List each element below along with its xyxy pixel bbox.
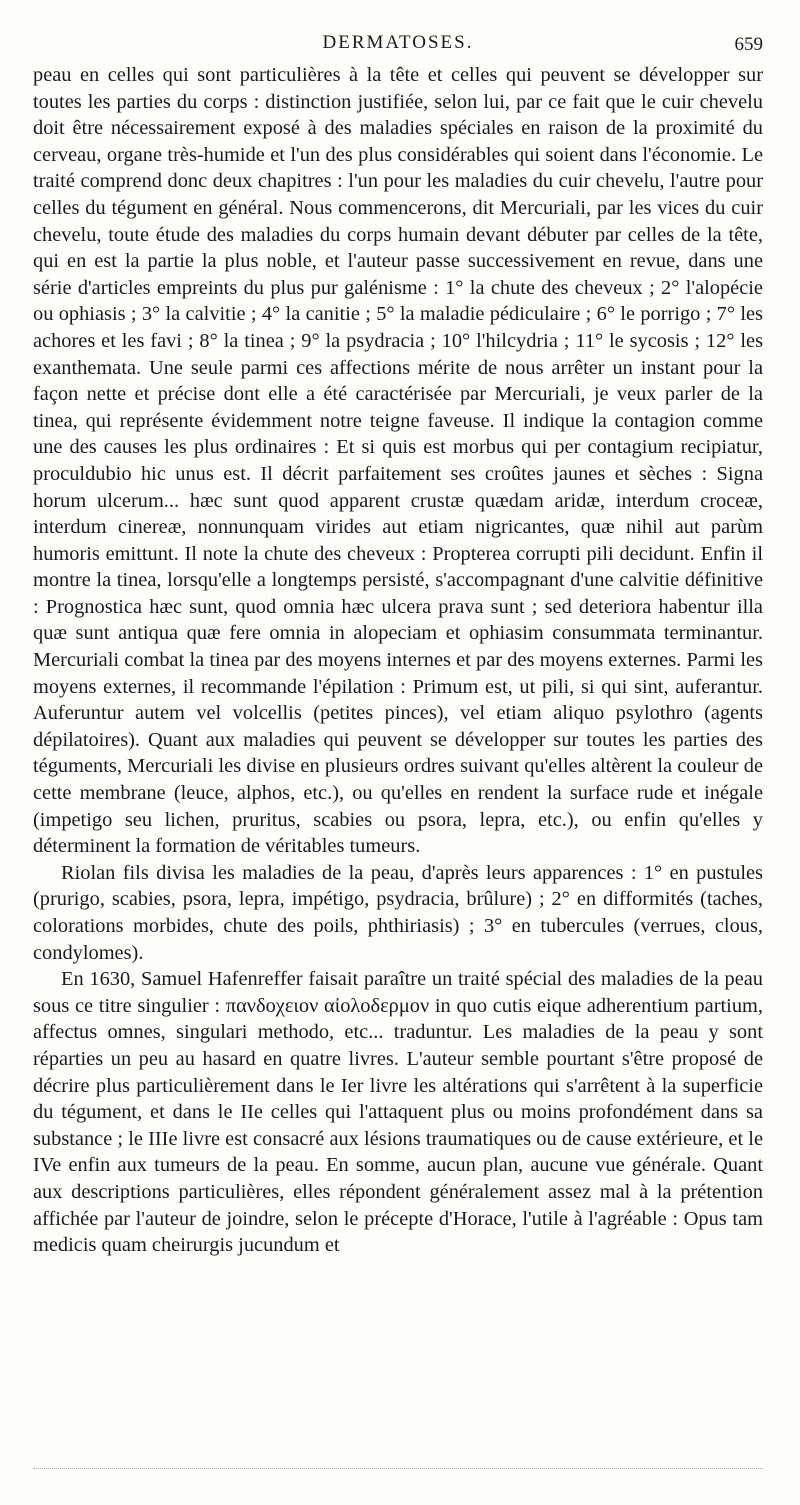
- footer-line: [33, 1468, 763, 1469]
- paragraph-1: peau en celles qui sont particulières à la tête et celles qui peuvent se développer sur toutes les parties du corps : distinction justifiée, selon lui, par ce fait que le cuir chevelu doit être nécessairement exposé à des maladies spéciales en raison de la proximité du cerveau, organe très-humide et l'un des plus considérables qui soient dans l'économie. Le traité comprend donc deux chapitres : l'un pour les maladies du cuir chevelu, l'autre pour celles du tégument en général. Nous commencerons, dit Mercuriali, par les vices du cuir chevelu, toute étude des maladies du corps humain devant débuter par celles de la tête, qui en est la partie la plus noble, et l'auteur passe successivement en revue, dans une série d'articles empreints du plus pur galénisme : 1° la chute des cheveux ; 2° l'alopécie ou ophiasis ; 3° la calvitie ; 4° la canitie ; 5° la maladie pédiculaire ; 6° le porrigo ; 7° les achores et les favi ; 8° la tinea ; 9° la psydracia ; 10° l'hilcydria ; 11° le sycosis ; 12° les exanthemata. Une seule parmi ces affections mérite de nous arrêter un instant pour la façon nette et précise dont elle a été caractérisée par Mercuriali, je veux parler de la tinea, qui représente évidemment notre teigne faveuse. Il indique la contagion comme une des causes les plus ordinaires : Et si quis est morbus qui per contagium recipiatur, proculdubio hic unus est. Il décrit parfaitement ses croûtes jaunes et sèches : Signa horum ulcerum... hæc sunt quod apparent crustæ quædam aridæ, interdum croceæ, interdum cinereæ, nonnunquam virides aut etiam nigricantes, quæ nihil aut parùm humoris emittunt. Il note la chute des cheveux : Propterea corrupti pili decidunt. Enfin il montre la tinea, lorsqu'elle a longtemps persisté, s'accompagnant d'une calvitie définitive : Prognostica hæc sunt, quod omnia hæc ulcera prava sunt ; sed deteriora habentur illa quæ sunt antiqua quæ fere omnia in alopeciam et ophiasim consummata terminantur. Mercuriali combat la tinea par des moyens internes et par des moyens externes. Parmi les moyens externes, il recommande l'épilation : Primum est, ut pili, si qui sint, auferantur. Auferuntur autem vel volcellis (petites pinces), vel etiam aliquo psylothro (agents dépilatoires). Quant aux maladies qui peuvent se développer sur toutes les parties des téguments, Mercuriali les divise en plusieurs ordres suivant qu'elles altèrent la couleur de cette membrane (leuce, alphos, etc.), ou qu'elles en rendent la surface rude et inégale (impetigo seu lichen, pruritus, scabies ou psora, lepra, etc.), ou enfin qu'elles y déterminent la formation de véritables tumeurs.: [33, 64, 763, 858]
- paragraph-2: Riolan fils divisa les maladies de la peau, d'après leurs apparences : 1° en pustules (prurigo, scabies, psora, lepra, impétigo, psydracia, brûlure) ; 2° en difformités (taches, colorations morbides, chute des poils, phthiriasis) ; 3° en tubercules (verrues, clous, condylomes).: [33, 861, 763, 964]
- book-page: [33, 26, 763, 1259]
- running-title: DERMATOSES.: [322, 32, 474, 53]
- page-header: [33, 26, 763, 62]
- body-text: [33, 62, 763, 1259]
- page-number: 659: [734, 34, 763, 55]
- paragraph-3: En 1630, Samuel Hafenreffer faisait paraître un traité spécial des maladies de la peau sous ce titre singulier : πανδοχειον αἰολοδερμον in quo cutis eique adherentium partium, affectus omnes, singulari methodo, etc... traduntur. Les maladies de la peau y sont réparties un peu au hasard en quatre livres. L'auteur semble pourtant s'être proposé de décrire plus particulièrement dans le Ier livre les altérations qui s'arrêtent à la superficie du tégument, et dans le IIe celles qui l'attaquent plus ou moins profondément dans sa substance ; le IIIe livre est consacré aux lésions traumatiques ou de cause extérieure, et le IVe enfin aux tumeurs de la peau. En somme, aucun plan, aucune vue générale. Quant aux descriptions particulières, elles répondent généralement assez mal à la prétention affichée par l'auteur de joindre, selon le précepte d'Horace, l'utile à l'agréable : Opus tam medicis quam cheirurgis jucundum et: [33, 968, 763, 1257]
